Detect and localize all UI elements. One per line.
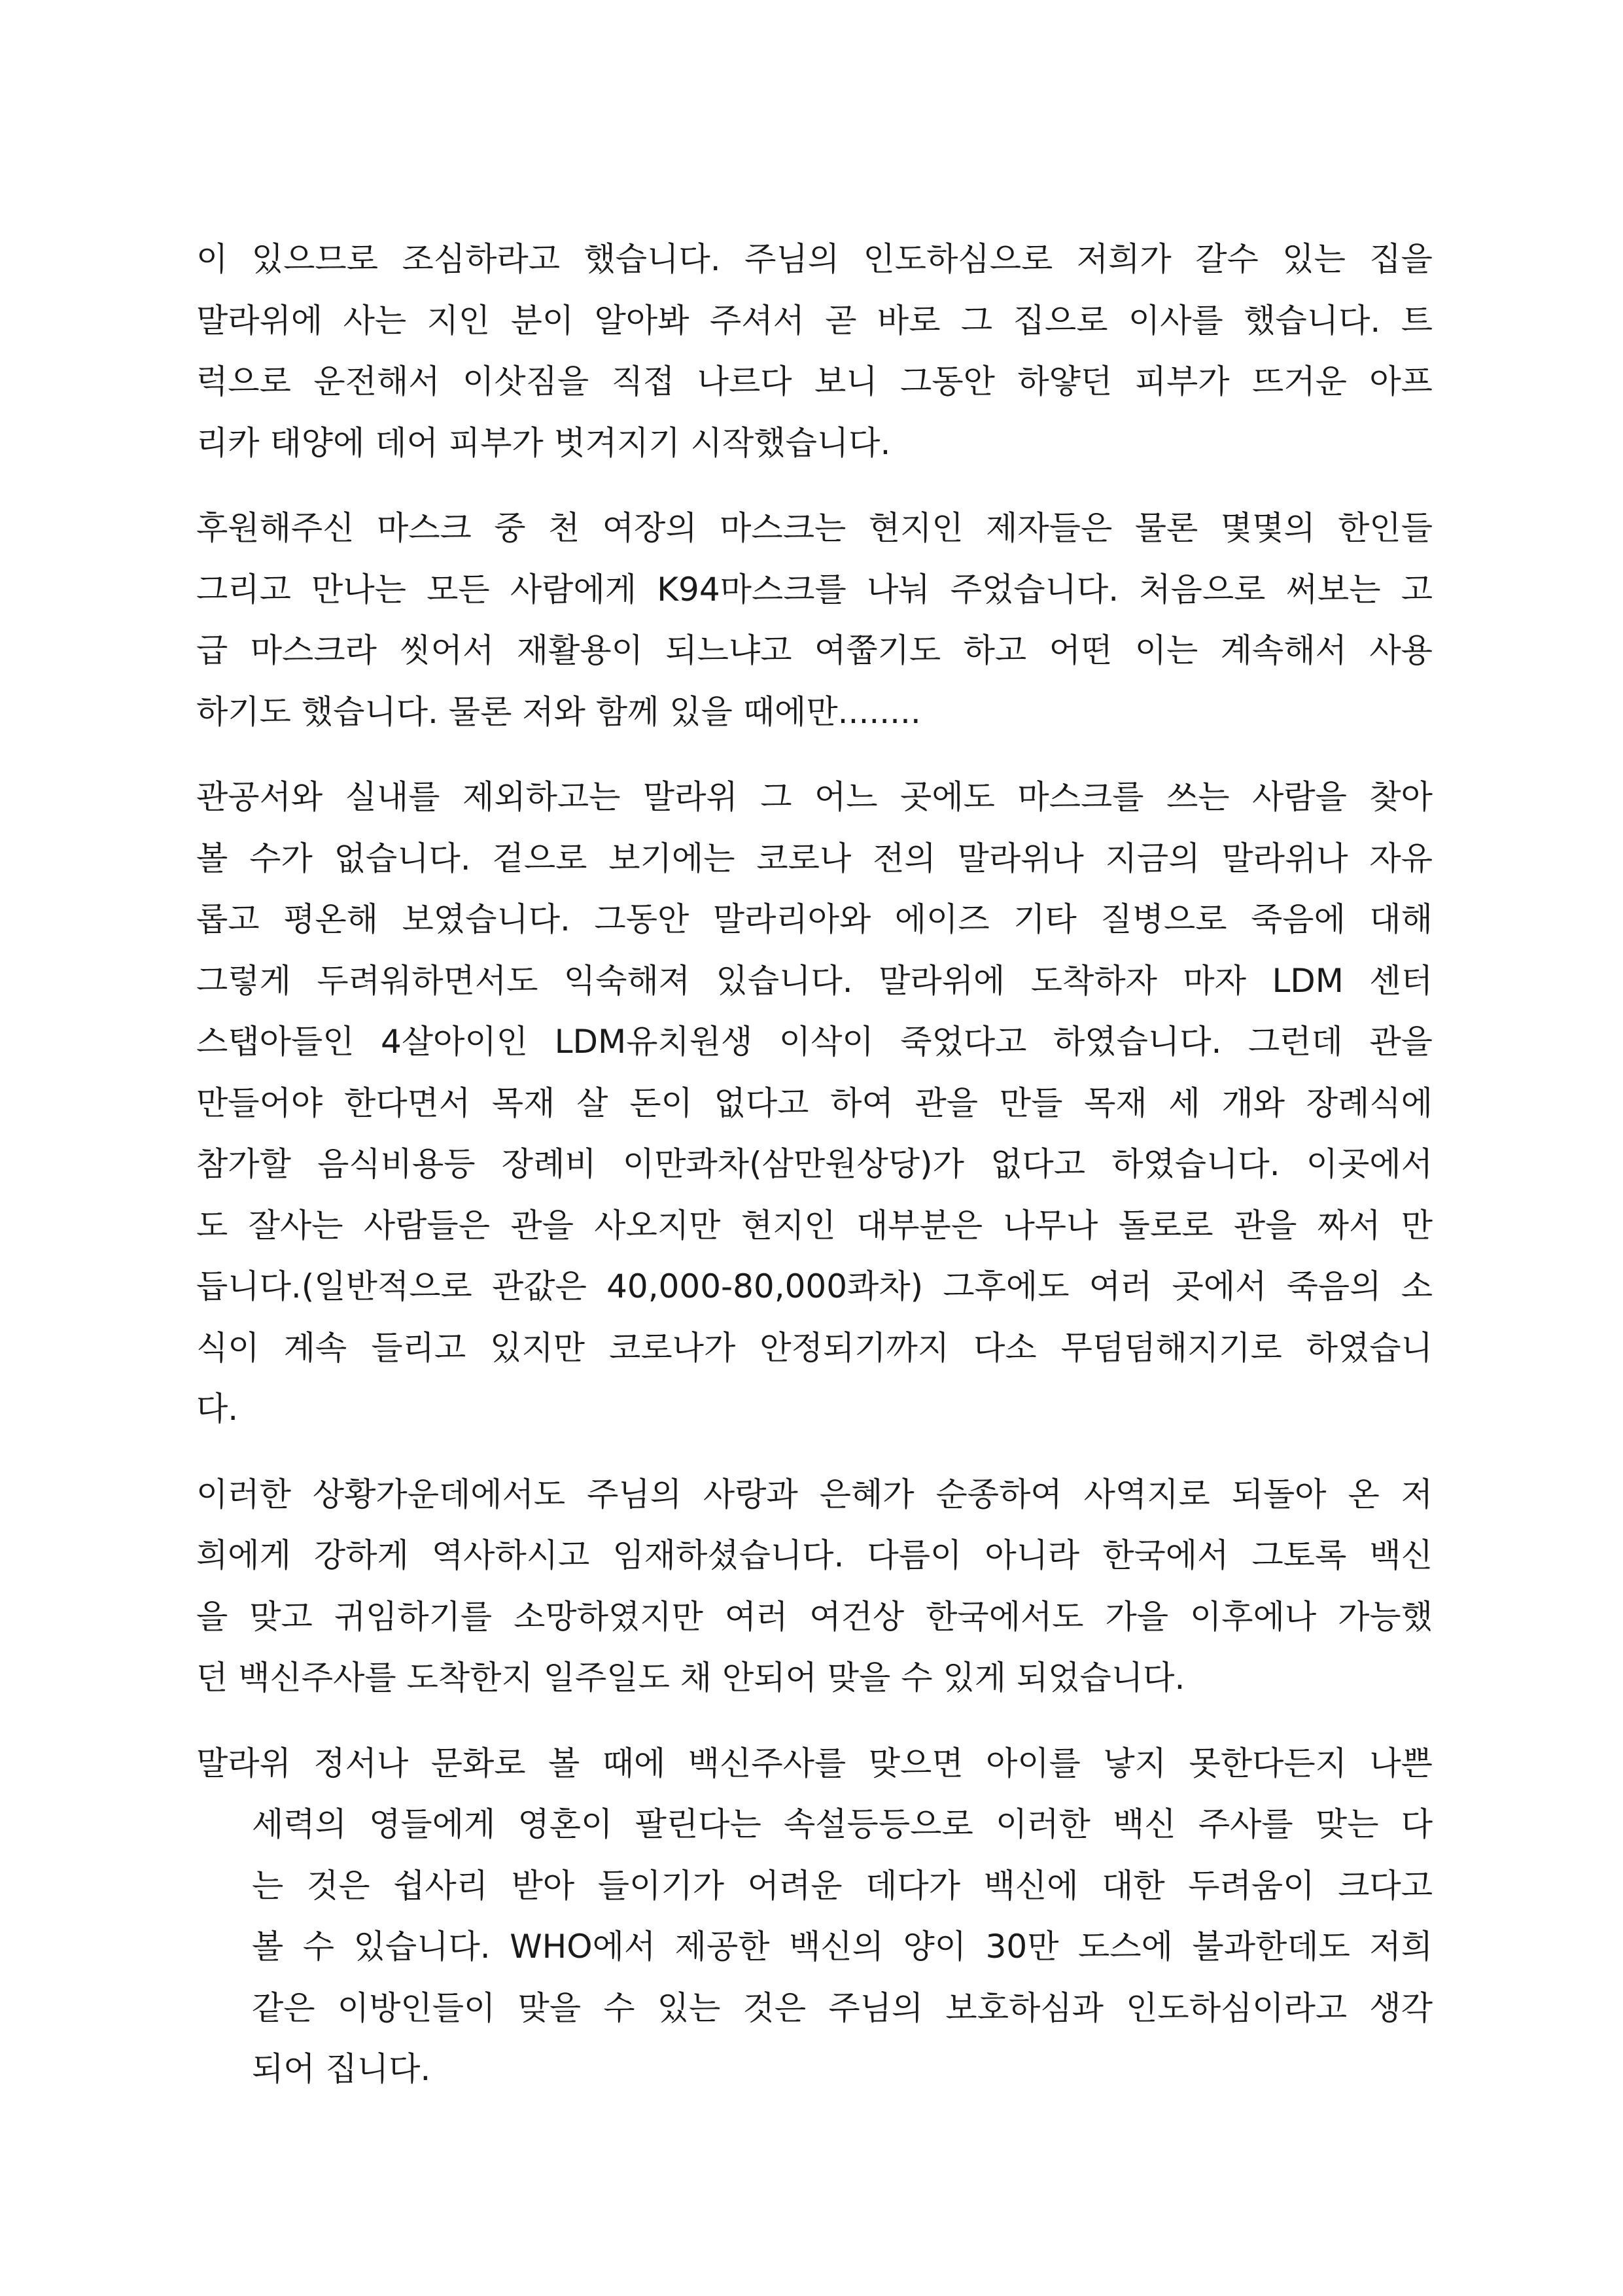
text-line: 만들어야 한다면서 목재 살 돈이 없다고 하여 관을 만들 목재 세 개와 장례식에 [196,1084,1433,1122]
text-line: 을 맞고 귀임하기를 소망하였지만 여러 여건상 한국에서도 가을 이후에나 가능했 [196,1597,1433,1636]
text-line: 그리고 만나는 모든 사람에게 K94마스크를 나눠 주었습니다. 처음으로 써보는 고 [196,570,1433,609]
text-line: 말라위 정서나 문화로 볼 때에 백신주사를 맞으면 아이를 낳지 못한다든지 나쁜 [196,1744,1433,1782]
text-line: 희에게 강하게 역사하시고 임재하셨습니다. 다름이 아니라 한국에서 그토록 백신 [196,1536,1433,1574]
text-line: 볼 수 있습니다. WHO에서 제공한 백신의 양이 30만 도스에 불과한데도 저희 [252,1928,1433,1966]
text-line: 던 백신주사를 도착한지 일주일도 채 안되어 맞을 수 있게 되었습니다. [196,1659,1185,1697]
text-line: 스탭아들인 4살아이인 LDM유치원생 이삭이 죽었다고 하였습니다. 그런데 관을 [196,1023,1433,1061]
text-line: 볼 수가 없습니다. 겉으로 보기에는 코로나 전의 말라위나 지금의 말라위나 자유 [196,839,1433,877]
text-line: 후원해주신 마스크 중 천 여장의 마스크는 현지인 제자들은 물론 몇몇의 한인들 [196,509,1433,547]
text-line: 이 있으므로 조심하라고 했습니다. 주님의 인도하심으로 저희가 갈수 있는 집을 [196,240,1433,278]
text-line: 관공서와 실내를 제외하고는 말라위 그 어느 곳에도 마스크를 쓰는 사람을 찾아 [196,778,1433,816]
text-line: 같은 이방인들이 맞을 수 있는 것은 주님의 보호하심과 인도하심이라고 생각 [252,1988,1433,2027]
text-line: 이러한 상황가운데에서도 주님의 사랑과 은혜가 순종하여 사역지로 되돌아 온 저 [196,1475,1433,1513]
paragraph-moving-house [196,229,1433,474]
text-line: 다. [196,1390,239,1428]
text-line: 롭고 평온해 보였습니다. 그동안 말라리아와 에이즈 기타 질병으로 죽음에 대해 [196,900,1433,938]
text-line: 는 것은 쉽사리 받아 들이기가 어려운 데다가 백신에 대한 두려움이 크다고 [252,1866,1433,1905]
paragraph-vaccine-grace [196,1464,1433,1709]
text-line: 그렇게 두려워하면서도 익숙해져 있습니다. 말라위에 도착하자 마자 LDM 센터 [196,961,1433,1000]
text-line: 듭니다.(일반적으로 관값은 40,000-80,000콰차) 그후에도 여러 곳에서 죽음의 소 [196,1267,1433,1305]
text-line: 말라위에 사는 지인 분이 알아봐 주셔서 곧 바로 그 집으로 이사를 했습니다. 트 [196,301,1433,340]
document-page [196,229,1433,2125]
text-line: 리카 태양에 데어 피부가 벗겨지기 시작했습니다. [196,423,891,462]
text-line: 럭으로 운전해서 이삿짐을 직접 나르다 보니 그동안 하얗던 피부가 뜨거운 아프 [196,362,1433,400]
paragraph-vaccine-culture [196,1733,1433,2100]
text-line: 하기도 했습니다. 물론 저와 함께 있을 때에만........ [196,692,921,731]
text-line: 도 잘사는 사람들은 관을 사오지만 현지인 대부분은 나무나 돌로로 관을 짜서 만 [196,1206,1433,1245]
paragraph-funeral [196,767,1433,1440]
text-line: 식이 계속 들리고 있지만 코로나가 안정되기까지 다소 무덤덤해지기로 하였습니 [196,1328,1433,1367]
text-line: 급 마스크라 씻어서 재활용이 되느냐고 여쭙기도 하고 어떤 이는 계속해서 사용 [196,631,1433,669]
text-line: 세력의 영들에게 영혼이 팔린다는 속설등등으로 이러한 백신 주사를 맞는 다 [252,1805,1433,1843]
paragraph-masks [196,498,1433,743]
text-line: 참가할 음식비용등 장례비 이만콰차(삼만원상당)가 없다고 하였습니다. 이곳에서 [196,1145,1433,1183]
text-line: 되어 집니다. [252,2050,431,2088]
